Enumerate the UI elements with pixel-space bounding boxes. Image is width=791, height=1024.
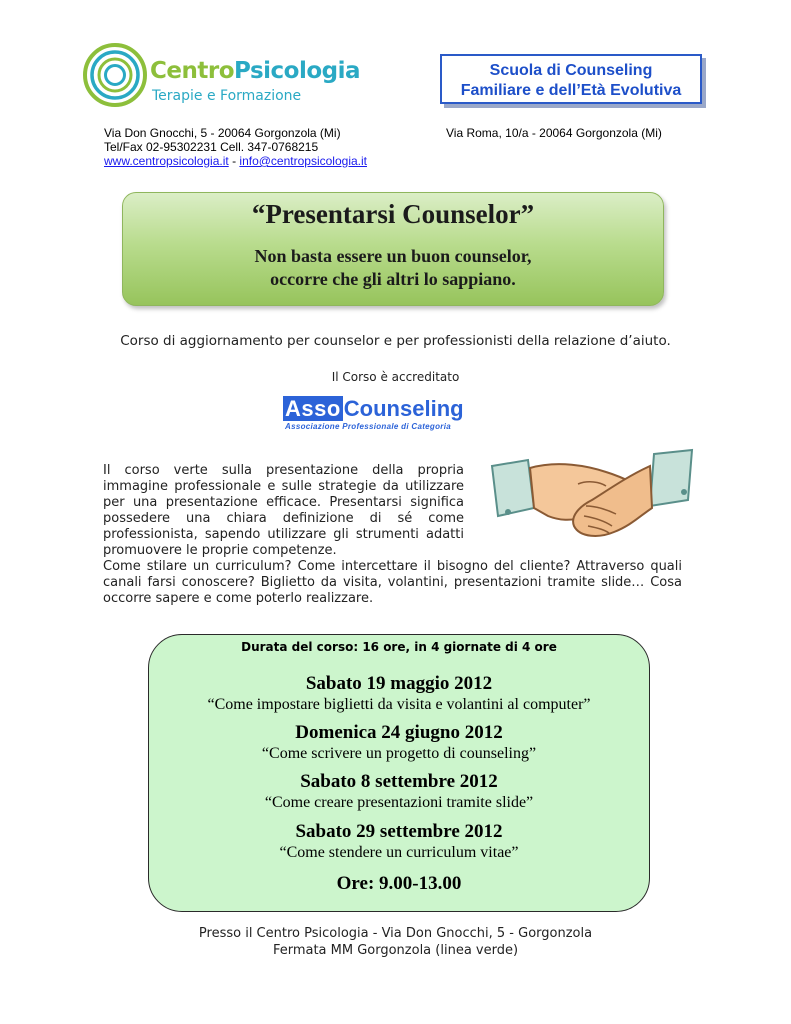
description-line: immagine professionale e sulle strategie da utilizzare: [103, 479, 464, 494]
description-line: per una presentazione efficace. Presentarsi significa: [103, 495, 464, 510]
course-duration: Durata del corso: 16 ore, in 4 giornate di 4 ore: [241, 640, 557, 654]
footer-location: Presso il Centro Psicologia - Via Don Gnocchi, 5 - Gorgonzola: [198, 926, 593, 941]
handshake-icon: [488, 446, 696, 548]
assocounseling-logo: [283, 396, 464, 431]
brand-name: [150, 58, 360, 84]
phone-line: Tel/Fax 02-95302231 Cell. 347-0768215: [104, 140, 319, 154]
footer-metro: Fermata MM Gorgonzola (linea verde): [272, 943, 519, 958]
school-title-line2: Familiare e dell’Età Evolutiva: [460, 82, 682, 99]
course-hours: Ore: 9.00-13.00: [336, 873, 462, 894]
description-line: canali farsi conoscere? Biglietto da visita, volantini, presentazioni tramite slide… Cosa: [103, 575, 682, 590]
intro-text: Corso di aggiornamento per counselor e per professionisti della relazione d’aiuto.: [120, 333, 671, 349]
brand-part-psicologia: Psicologia: [234, 58, 361, 84]
school-title-box: [440, 54, 702, 104]
website-link[interactable]: www.centropsicologia.it: [104, 154, 229, 168]
course-title: “Presentarsi Counselor”: [251, 199, 535, 229]
asso-logo-part2: Counseling: [343, 396, 464, 421]
description-line: possedere una chiara definizione di sé come: [103, 511, 464, 526]
session-topic: “Come stendere un curriculum vitae”: [279, 844, 519, 861]
session-date: Sabato 19 maggio 2012: [305, 673, 493, 694]
title-banner: [122, 192, 664, 306]
description-line: occorre sapere e come poterlo realizzare.: [103, 591, 374, 606]
description-line: professionista, sapendo utilizzare gli strumenti adatti: [103, 527, 464, 542]
description-line: Come stilare un curriculum? Come intercettare il bisogno del cliente? Attraverso quali: [103, 559, 682, 574]
address-right: Via Roma, 10/a - 20064 Gorgonzola (Mi): [446, 126, 662, 140]
description-block-narrow: [103, 463, 464, 559]
contact-separator: -: [228, 154, 240, 168]
schedule-box: [148, 634, 650, 912]
description-block-wide: [103, 559, 682, 607]
brand-tagline: Terapie e Formazione: [152, 88, 302, 104]
subtitle-line1: Non basta essere un buon counselor,: [254, 246, 532, 266]
session-topic: “Come creare presentazioni tramite slide”: [264, 794, 534, 811]
address-left: Via Don Gnocchi, 5 - 20064 Gorgonzola (Mi): [104, 126, 341, 140]
web-contacts: [104, 154, 367, 168]
brand-part-centro: Centro: [150, 58, 234, 84]
asso-logo-subtitle: Associazione Professionale di Categoria: [285, 422, 451, 431]
accredited-text: Il Corso è accreditato: [331, 370, 460, 384]
centropsicologia-logo-icon: [82, 42, 148, 108]
asso-logo-part1: Asso: [285, 396, 341, 421]
session-topic: “Come impostare biglietti da visita e volantini al computer”: [207, 696, 591, 713]
session-topic: “Come scrivere un progetto di counseling”: [261, 745, 537, 762]
course-subtitle: [123, 245, 663, 291]
subtitle-line2: occorre che gli altri lo sappiano.: [270, 269, 516, 289]
session-date: Sabato 29 settembre 2012: [295, 821, 503, 842]
school-title-line1: Scuola di Counseling: [489, 62, 653, 79]
description-line: promuovere le proprie competenze.: [103, 543, 337, 558]
email-link[interactable]: info@centropsicologia.it: [239, 154, 367, 168]
description-line: Il corso verte sulla presentazione della propria: [103, 463, 464, 478]
session-date: Sabato 8 settembre 2012: [300, 771, 498, 792]
session-date: Domenica 24 giugno 2012: [295, 722, 503, 743]
